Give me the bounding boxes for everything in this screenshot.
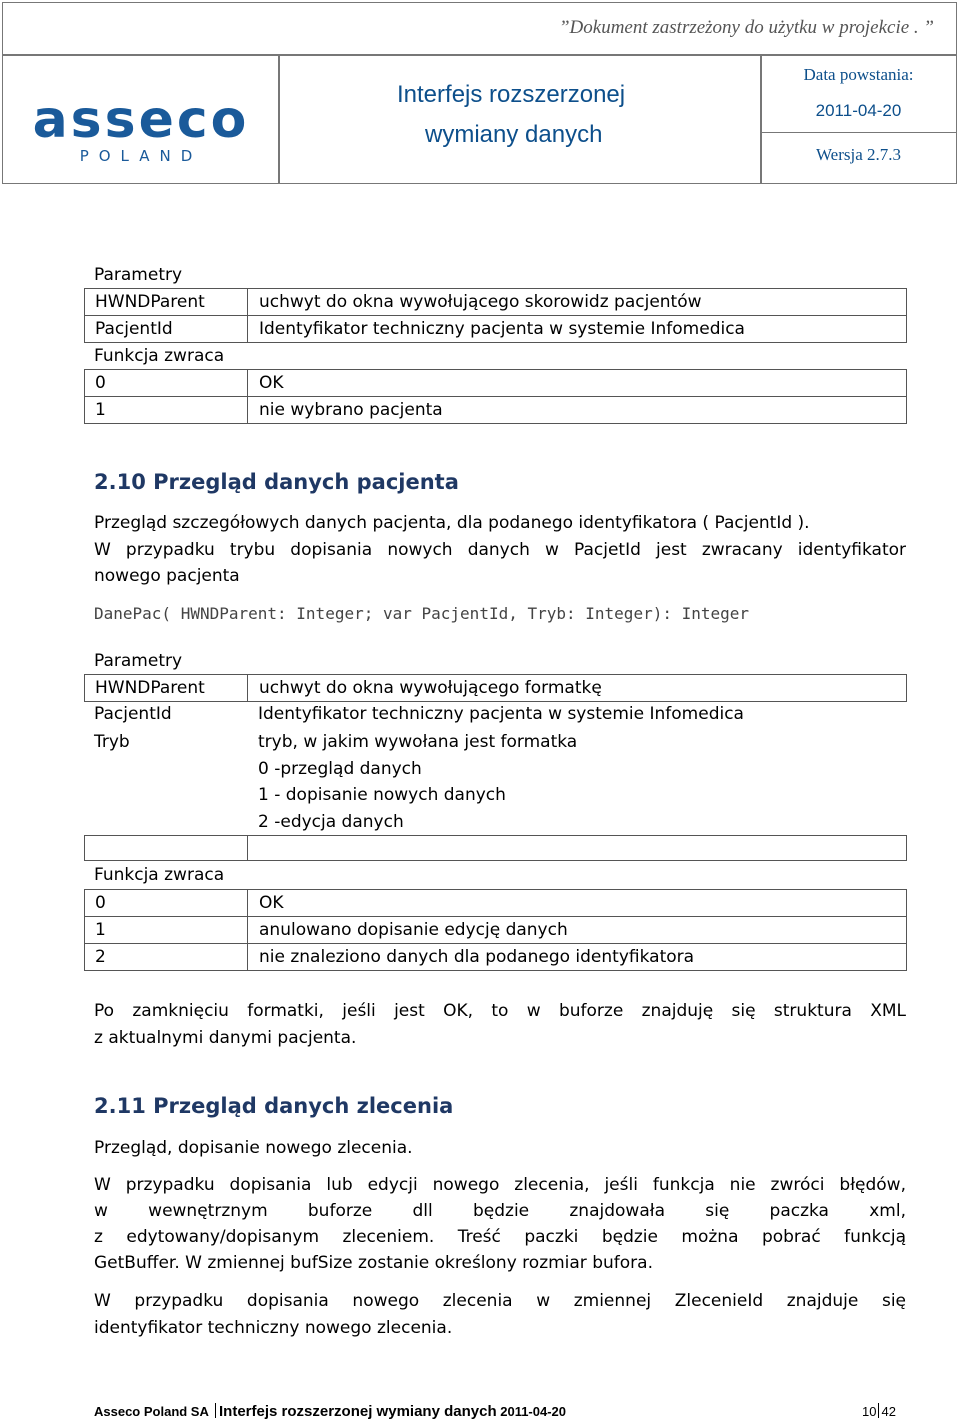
total-pages: 42	[881, 1404, 896, 1419]
column-divider	[247, 675, 248, 701]
table1-params-label-row	[84, 262, 907, 288]
param-desc: uchwyt do okna wywołującego formatkę	[259, 678, 602, 698]
footer-date: 2011-04-20	[500, 1404, 567, 1419]
return-desc: nie wybrano pacjenta	[259, 400, 443, 420]
table-row	[84, 943, 907, 971]
table1-returns-label-row	[84, 343, 907, 369]
section-2-11-para2-line: W przypadku dopisania lub edycji nowego zlecenia, jeśli funkcja nie zwróci błędów,	[94, 1175, 906, 1195]
page-divider	[878, 1403, 879, 1418]
section-2-11-para1: Przegląd, dopisanie nowego zlecenia.	[94, 1138, 413, 1158]
footer-company: Asseco Poland SA	[94, 1404, 209, 1419]
doc-title-line1: Interfejs rozszerzonej	[397, 81, 626, 108]
table-row	[84, 916, 907, 944]
param-desc: Identyfikator techniczny pacjenta w systemie Infomedica	[258, 704, 744, 724]
page-number	[862, 1403, 896, 1419]
return-desc: OK	[259, 373, 284, 393]
table2-params-label-row	[84, 648, 907, 674]
column-divider	[247, 836, 248, 860]
table2-returns-label-row	[84, 862, 907, 888]
return-code: 0	[95, 893, 106, 913]
tryb-line: 1 - dopisanie nowych danych	[258, 785, 506, 805]
param-name: PacjentId	[94, 704, 172, 724]
section-2-11-para3-line: W przypadku dopisania nowego zlecenia w zmiennej ZlecenieId znajduje się	[94, 1291, 906, 1311]
date-value: 2011-04-20	[815, 101, 902, 120]
param-desc: uchwyt do okna wywołującego skorowidz pacjentów	[259, 292, 702, 312]
return-desc: nie znaleziono danych dla podanego identyfikatora	[259, 947, 695, 967]
section-2-11-para2-line: GetBuffer. W zmiennej bufSize zostanie określony rozmiar bufora.	[94, 1253, 653, 1273]
returns-label: Funkcja zwraca	[94, 865, 225, 885]
return-code: 0	[95, 373, 106, 393]
return-code: 1	[95, 400, 106, 420]
current-page: 10	[862, 1404, 877, 1419]
return-code: 2	[95, 947, 106, 967]
doc-title-line2: wymiany danych	[425, 121, 603, 148]
footer-divider	[215, 1403, 216, 1418]
return-desc: OK	[259, 893, 284, 913]
table-row-tryb	[84, 729, 907, 835]
column-divider	[247, 316, 248, 342]
param-name: HWNDParent	[95, 678, 205, 698]
table-row	[84, 369, 907, 397]
meta-divider	[761, 132, 956, 133]
doc-title-box	[278, 54, 762, 184]
confidentiality-note: ”Dokument zastrzeżony do użytku w projekcie . ”	[558, 17, 934, 38]
tryb-line: tryb, w jakim wywołana jest formatka	[258, 732, 578, 752]
page-header	[2, 2, 957, 184]
section-heading-2-11: 2.11 Przegląd danych zlecenia	[94, 1094, 454, 1118]
section-2-10-para2-line2: nowego pacjenta	[94, 566, 240, 586]
header-note-box	[2, 2, 957, 56]
param-desc: Identyfikator techniczny pacjenta w systemie Infomedica	[259, 319, 745, 339]
section-2-11-para2-line: w wewnętrznym buforze dll będzie znajdowała się paczka xml,	[94, 1201, 906, 1221]
asseco-logo	[3, 55, 279, 183]
after-table2-line2: z aktualnymi danymi pacjenta.	[94, 1028, 357, 1048]
return-code: 1	[95, 920, 106, 940]
table-row	[84, 288, 907, 316]
table-row	[84, 889, 907, 917]
table-row	[84, 315, 907, 343]
table-row-empty	[84, 835, 907, 861]
returns-label: Funkcja zwraca	[94, 346, 225, 366]
section-2-10-para2-line1: W przypadku trybu dopisania nowych danych w PacjetId jest zwracany identyfikator	[94, 540, 906, 560]
section-2-10-para1: Przegląd szczegółowych danych pacjenta, dla podanego identyfikatora ( PacjentId ).	[94, 513, 810, 533]
column-divider	[247, 370, 248, 396]
logo-box	[2, 54, 280, 184]
column-divider	[247, 917, 248, 943]
version: Wersja 2.7.3	[815, 145, 902, 164]
section-2-11-para2-line: z edytowany/dopisanym zleceniem. Treść paczki będzie można pobrać funkcją	[94, 1227, 906, 1247]
column-divider	[247, 944, 248, 970]
params-label: Parametry	[94, 265, 183, 285]
table-row	[84, 701, 907, 729]
return-desc: anulowano dopisanie edycję danych	[259, 920, 568, 940]
table-row	[84, 674, 907, 702]
column-divider	[247, 289, 248, 315]
tryb-line: 2 -edycja danych	[258, 811, 404, 832]
logo-sub: POLAND	[79, 147, 203, 165]
section-heading-2-10: 2.10 Przegląd danych pacjenta	[94, 470, 459, 494]
doc-meta-box	[760, 54, 957, 184]
params-label: Parametry	[94, 651, 183, 671]
param-name: HWNDParent	[95, 292, 205, 312]
column-divider	[247, 397, 248, 423]
footer-doc-title: Interfejs rozszerzonej wymiany danych	[219, 1403, 497, 1420]
logo-name: asseco	[32, 90, 250, 150]
date-label: Data powstania:	[803, 65, 914, 84]
tryb-description	[258, 729, 577, 835]
after-table2-line1: Po zamknięciu formatki, jeśli jest OK, to w buforze znajduję się struktura XML	[94, 1001, 906, 1021]
column-divider	[247, 890, 248, 916]
param-name: Tryb	[94, 732, 130, 752]
tryb-line: 0 -przegląd danych	[258, 758, 422, 779]
table-row	[84, 396, 907, 424]
section-2-11-para3-line: identyfikator techniczny nowego zlecenia.	[94, 1318, 453, 1338]
function-signature: DanePac( HWNDParent: Integer; var PacjentId, Tryb: Integer): Integer	[94, 604, 750, 623]
page-footer	[94, 1403, 566, 1420]
param-name: PacjentId	[95, 319, 173, 339]
